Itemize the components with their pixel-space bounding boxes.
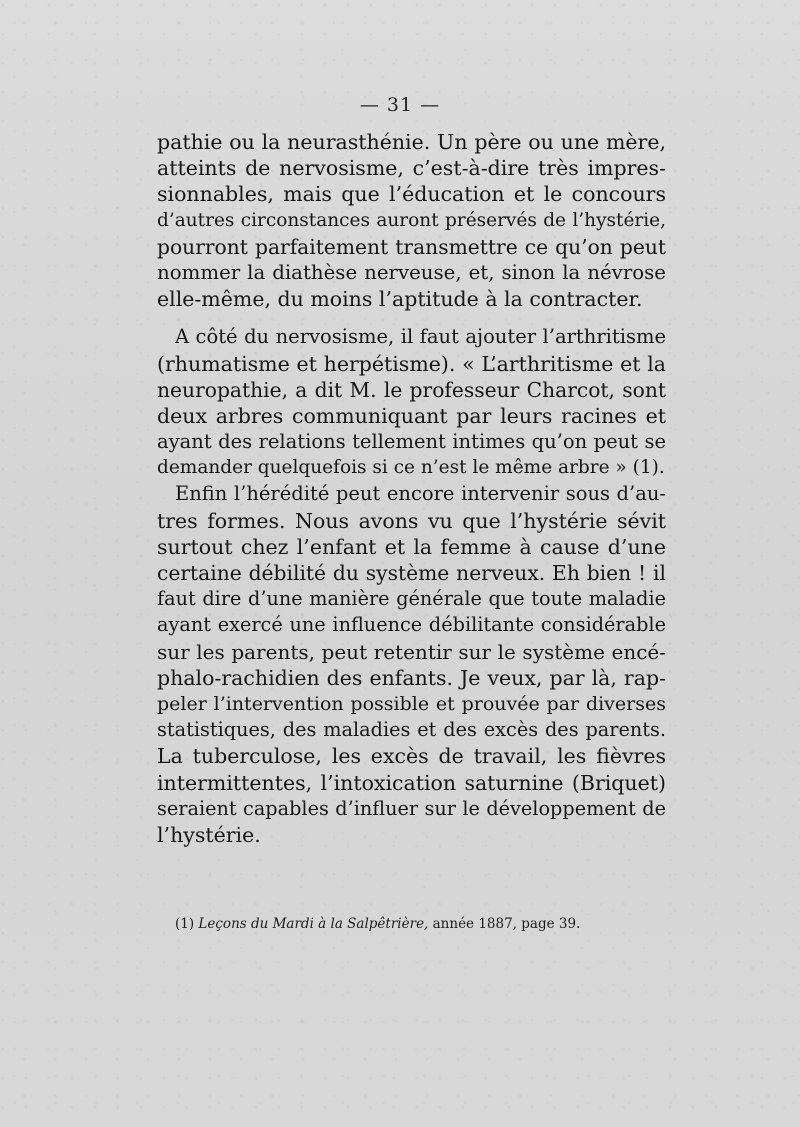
paragraph bbox=[157, 481, 666, 848]
text-line: surtout chez l’enfant et la femme à cause d’une bbox=[157, 534, 666, 559]
text-line: La tuberculose, les excès de travail, les fièvres bbox=[157, 744, 666, 769]
text-line: nommer la diathèse nerveuse, et, sinon la névrose bbox=[157, 260, 666, 284]
footnote-reference: année 1887, page 39. bbox=[428, 916, 581, 932]
text-line: faut dire d’une manière générale que toute maladie bbox=[157, 587, 666, 611]
text-line: phalo-rachidien des enfants. Je veux, par là, rap- bbox=[157, 665, 666, 690]
text-line: sionnables, mais que l’éducation et le concours bbox=[157, 182, 666, 207]
text-line: peler l’intervention possible et prouvée par diverses bbox=[157, 692, 666, 715]
paragraph bbox=[157, 129, 666, 312]
text-line: demander quelquefois si ce n’est le même arbre » (1). bbox=[157, 457, 665, 479]
text-line: sur les parents, peut retentir sur le système encé- bbox=[157, 639, 666, 664]
text-line: pourront parfaitement transmettre ce qu’on peut bbox=[157, 234, 666, 259]
footnote-marker: (1) bbox=[175, 916, 195, 932]
footnote bbox=[175, 916, 580, 932]
paragraph bbox=[157, 324, 666, 481]
text-line: intermittentes, l’intoxication saturnine (Briquet) bbox=[157, 770, 666, 795]
text-line: atteints de nervosisme, c’est-à-dire très impres- bbox=[157, 156, 666, 181]
text-line: tres formes. Nous avons vu que l’hystérie sévit bbox=[157, 508, 666, 533]
text-line: d’autres circonstances auront préservés de l’hystérie, bbox=[157, 209, 666, 231]
text-line: Enfin l’hérédité peut encore intervenir sous d’au- bbox=[175, 482, 666, 506]
text-line: pathie ou la neurasthénie. Un père ou une mère, bbox=[157, 130, 666, 154]
text-line: (rhumatisme et herpétisme). « L’arthritisme et la bbox=[157, 351, 666, 376]
text-line: neuropathie, a dit M. le professeur Charcot, sont bbox=[157, 377, 666, 402]
text-line: l’hystérie. bbox=[157, 822, 261, 847]
body-text bbox=[157, 129, 666, 848]
footnote-title: Leçons du Mardi à la Salpêtrière, bbox=[198, 916, 429, 932]
text-line: statistiques, des maladies et des excès des parents. bbox=[157, 718, 666, 742]
text-line: ayant exercé une influence débilitante considérable bbox=[157, 613, 666, 637]
text-line: elle-même, du moins l’aptitude à la contracter. bbox=[157, 287, 643, 312]
text-line: certaine débilité du système nerveux. Eh bien ! il bbox=[157, 561, 666, 585]
text-line: A côté du nervosisme, il faut ajouter l’arthritisme bbox=[175, 325, 666, 349]
text-line: ayant des relations tellement intimes qu’on peut se bbox=[157, 430, 666, 454]
page-number: — 31 — bbox=[359, 94, 441, 116]
paragraph-gap bbox=[157, 312, 666, 324]
text-line: seraient capables d’influer sur le développement de bbox=[157, 796, 666, 820]
text-line: deux arbres communiquant par leurs racines et bbox=[157, 403, 666, 428]
